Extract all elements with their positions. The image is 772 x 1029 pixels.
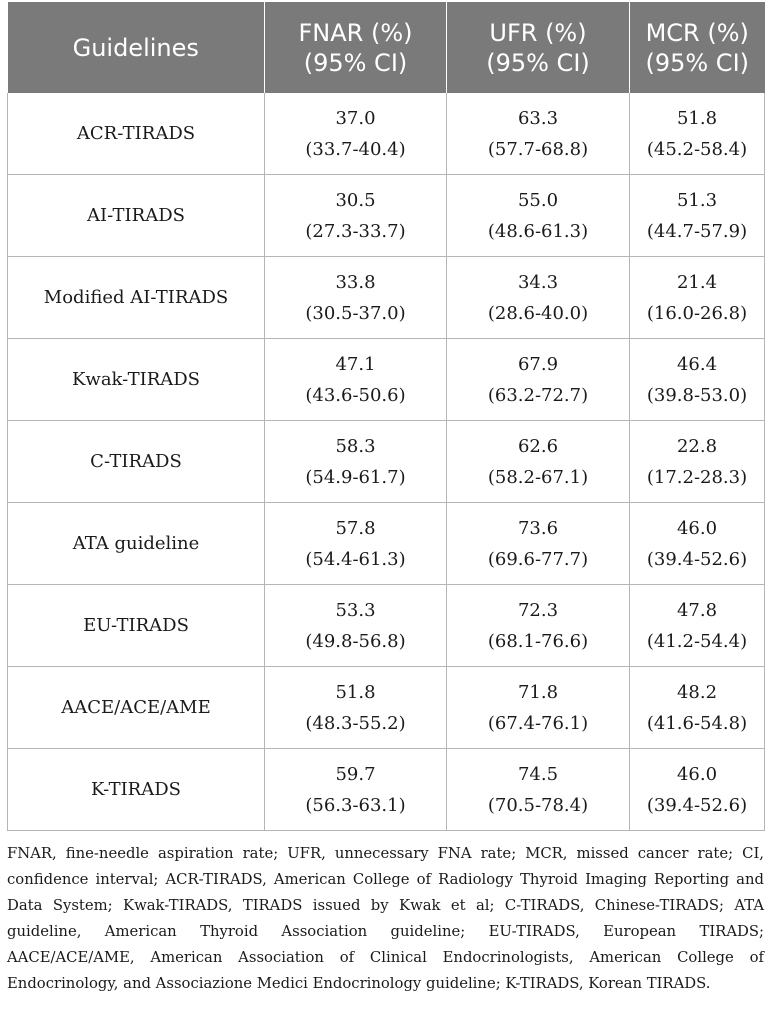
guideline-cell: Kwak-TIRADS	[8, 339, 265, 421]
ci: (49.8-56.8)	[305, 630, 406, 652]
value: 34.3	[517, 271, 559, 293]
table-row	[8, 667, 765, 749]
value: 72.3	[517, 599, 559, 621]
mcr-cell	[630, 667, 765, 749]
table-row	[8, 339, 765, 421]
value: 37.0	[335, 107, 376, 129]
header-label: MCR (%)	[645, 18, 749, 47]
ufr-cell	[447, 749, 630, 831]
mcr-cell	[630, 503, 765, 585]
value: 63.3	[517, 107, 559, 129]
ufr-cell	[447, 257, 630, 339]
ufr-cell	[447, 503, 630, 585]
value: 58.3	[335, 435, 376, 457]
value: 71.8	[517, 681, 559, 703]
header-sublabel: (95% CI)	[303, 48, 408, 77]
header-label: UFR (%)	[489, 18, 587, 47]
ci: (67.4-76.1)	[487, 712, 589, 734]
value: 67.9	[517, 353, 559, 375]
ci: (45.2-58.4)	[646, 138, 748, 160]
ufr-cell	[447, 667, 630, 749]
header-label: Guidelines	[72, 33, 199, 62]
ci: (28.6-40.0)	[487, 302, 589, 324]
guideline-cell: Modified AI-TIRADS	[8, 257, 265, 339]
table-container	[7, 2, 764, 831]
ci: (39.4-52.6)	[646, 548, 748, 570]
ci: (48.6-61.3)	[487, 220, 589, 242]
fnar-cell	[265, 175, 447, 257]
fnar-cell	[265, 503, 447, 585]
table-row	[8, 585, 765, 667]
ci: (17.2-28.3)	[646, 466, 748, 488]
value: 62.6	[517, 435, 559, 457]
mcr-cell	[630, 421, 765, 503]
table-footnote: FNAR, fine-needle aspiration rate; UFR, unnecessary FNA rate; MCR, missed cancer rate; CI, confidence interval; ACR-TIRADS, American College of Radiology Thyroid Imaging Reporting and Data System; Kwak-TIRADS, TIRADS issued by Kwak et al; C-TIRADS, Chinese-TIRADS; ATA guideline, American Thyroid Association guideline; EU-TIRADS, European TIRADS; AACE/ACE/AME, American Association of Clinical Endocrinologists, American College of Endocrinology, and Associazione Medici Endocrinology guideline; K-TIRADS, Korean TIRADS.	[7, 845, 764, 992]
value: 46.0	[676, 763, 718, 785]
mcr-cell	[630, 749, 765, 831]
header-fnar	[265, 2, 447, 93]
value: 73.6	[517, 517, 559, 539]
guideline-cell: AACE/ACE/AME	[8, 667, 265, 749]
ci: (54.4-61.3)	[305, 548, 406, 570]
mcr-cell	[630, 175, 765, 257]
ci: (41.6-54.8)	[646, 712, 748, 734]
ci: (57.7-68.8)	[487, 138, 589, 160]
table-row	[8, 503, 765, 585]
value: 46.0	[676, 517, 718, 539]
guideline-cell: ACR-TIRADS	[8, 93, 265, 175]
header-guidelines	[8, 2, 265, 93]
mcr-cell	[630, 339, 765, 421]
ci: (41.2-54.4)	[646, 630, 748, 652]
value: 55.0	[517, 189, 559, 211]
fnar-cell	[265, 339, 447, 421]
fnar-cell	[265, 749, 447, 831]
table-row	[8, 421, 765, 503]
ci: (48.3-55.2)	[305, 712, 406, 734]
value: 33.8	[335, 271, 376, 293]
value: 47.8	[676, 599, 718, 621]
results-table	[7, 2, 765, 831]
guideline-cell: C-TIRADS	[8, 421, 265, 503]
ci: (70.5-78.4)	[487, 794, 589, 816]
ci: (54.9-61.7)	[305, 466, 406, 488]
ufr-cell	[447, 339, 630, 421]
mcr-cell	[630, 257, 765, 339]
ufr-cell	[447, 93, 630, 175]
ci: (63.2-72.7)	[487, 384, 589, 406]
value: 74.5	[517, 763, 559, 785]
ci: (68.1-76.6)	[487, 630, 589, 652]
value: 51.8	[335, 681, 376, 703]
value: 59.7	[335, 763, 376, 785]
value: 51.3	[676, 189, 718, 211]
ufr-cell	[447, 175, 630, 257]
ci: (39.8-53.0)	[646, 384, 748, 406]
value: 51.8	[676, 107, 718, 129]
ufr-cell	[447, 421, 630, 503]
ci: (39.4-52.6)	[646, 794, 748, 816]
mcr-cell	[630, 93, 765, 175]
header-sublabel: (95% CI)	[645, 48, 750, 77]
guideline-cell: AI-TIRADS	[8, 175, 265, 257]
value: 30.5	[335, 189, 376, 211]
header-sublabel: (95% CI)	[486, 48, 590, 77]
table-row	[8, 93, 765, 175]
header-row	[8, 2, 765, 93]
guideline-cell: ATA guideline	[8, 503, 265, 585]
fnar-cell	[265, 421, 447, 503]
value: 21.4	[676, 271, 718, 293]
ci: (16.0-26.8)	[646, 302, 748, 324]
guideline-cell: K-TIRADS	[8, 749, 265, 831]
ci: (44.7-57.9)	[646, 220, 748, 242]
value: 48.2	[676, 681, 718, 703]
ci: (69.6-77.7)	[487, 548, 589, 570]
mcr-cell	[630, 585, 765, 667]
ci: (27.3-33.7)	[305, 220, 406, 242]
value: 47.1	[335, 353, 376, 375]
fnar-cell	[265, 585, 447, 667]
ci: (58.2-67.1)	[487, 466, 589, 488]
ufr-cell	[447, 585, 630, 667]
table-row	[8, 749, 765, 831]
header-label: FNAR (%)	[298, 18, 413, 47]
table-row	[8, 257, 765, 339]
value: 53.3	[335, 599, 376, 621]
table-row	[8, 175, 765, 257]
guideline-cell: EU-TIRADS	[8, 585, 265, 667]
fnar-cell	[265, 257, 447, 339]
ci: (56.3-63.1)	[305, 794, 406, 816]
fnar-cell	[265, 667, 447, 749]
header-mcr	[630, 2, 765, 93]
fnar-cell	[265, 93, 447, 175]
ci: (33.7-40.4)	[305, 138, 406, 160]
value: 46.4	[676, 353, 718, 375]
ci: (43.6-50.6)	[305, 384, 406, 406]
value: 22.8	[676, 435, 718, 457]
value: 57.8	[335, 517, 376, 539]
ci: (30.5-37.0)	[305, 302, 406, 324]
header-ufr	[447, 2, 630, 93]
